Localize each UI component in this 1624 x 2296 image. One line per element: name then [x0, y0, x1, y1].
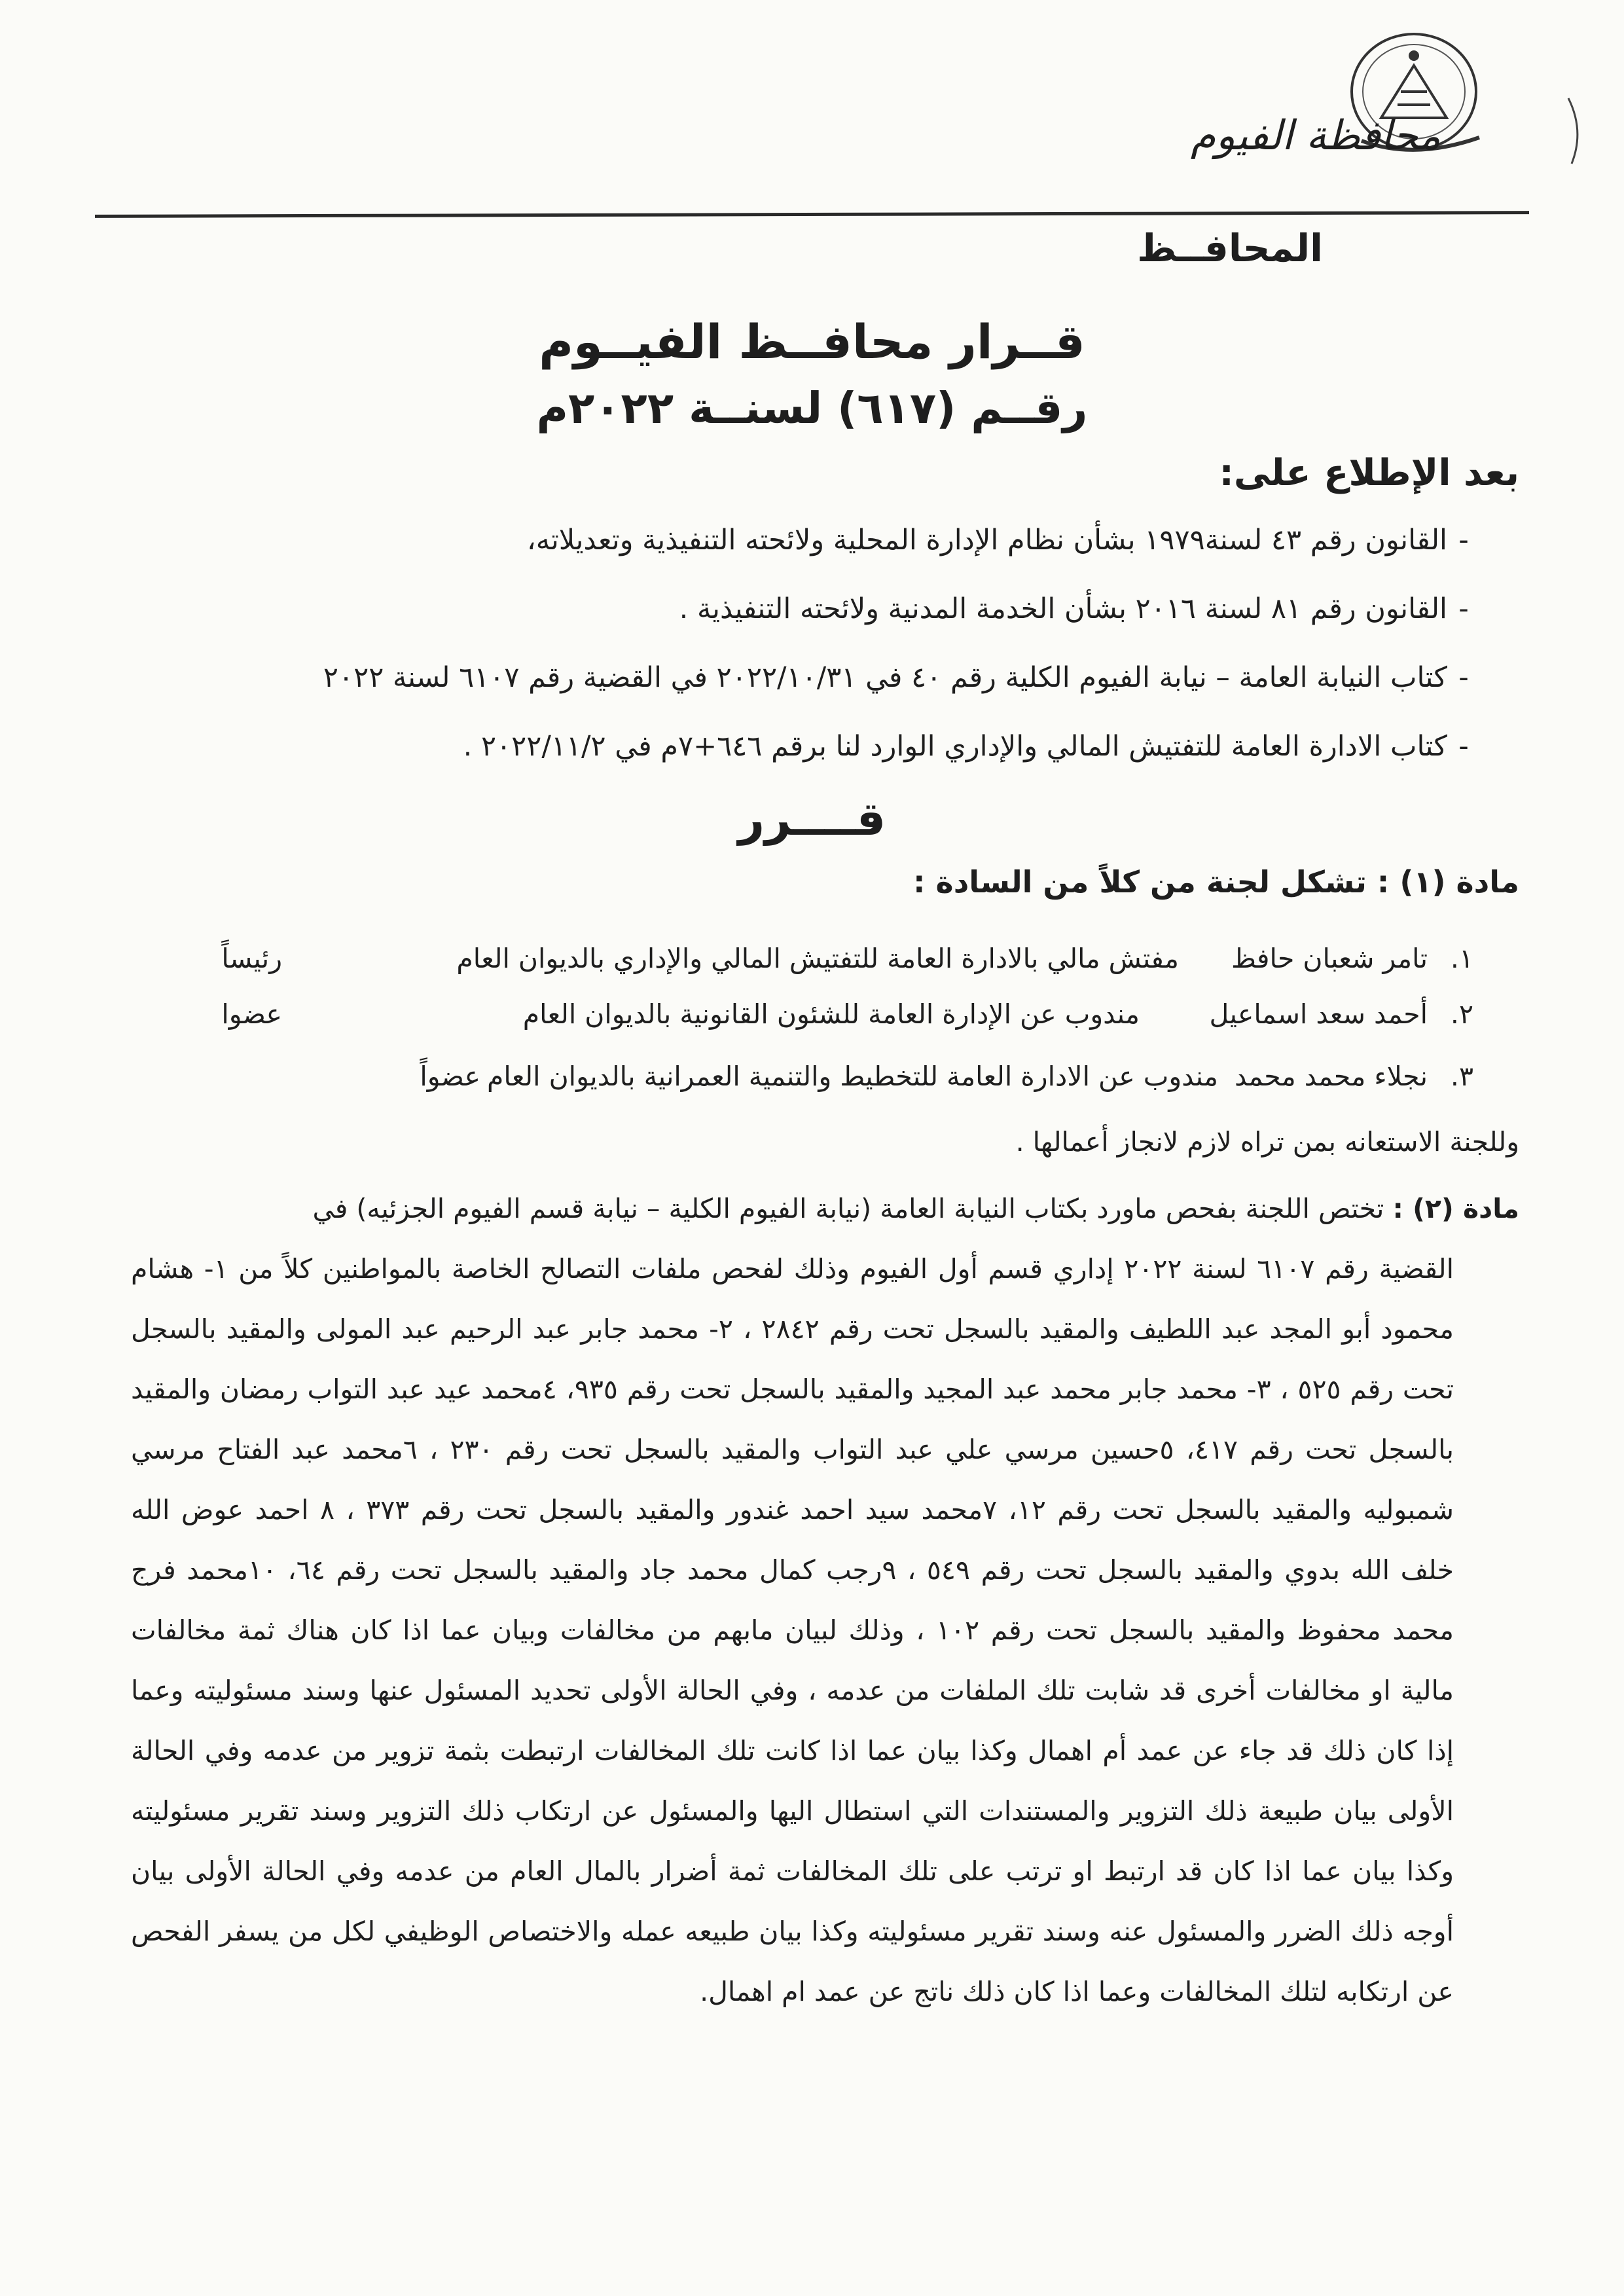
article-2-body: القضية رقم ٦١٠٧ لسنة ٢٠٢٢ إداري قسم أول الفيوم وذلك لفحص ملفات التصالح الخاصة بالمواطنين كلاً من ١- هشام محمود أبو المجد عبد اللطيف والمقيد بالسجل تحت رقم ٢٨٤٢ ، ٢- محمد جابر عبد الرحيم عبد المولى والمقيد بالسجل تحت رقم ٥٢٥ ، ٣- محمد جابر محمد عبد المجيد والمقيد بالسجل تحت رقم ٩٣٥، ٤محمد عيد عبد التواب رمضان والمقيد بالسجل تحت رقم ٤١٧، ٥حسين مرسي علي عبد التواب والمقيد بالسجل تحت رقم ٢٣٠ ، ٦محمد عبد الفتاح مرسي شمبوليه والمقيد بالسجل تحت رقم ١٢، ٧محمد سيد احمد غندور والمقيد بالسجل تحت رقم ٣٧٣ ، ٨ احمد عوض الله خلف الله بدوي والمقيد بالسجل تحت رقم ٥٤٩ ، ٩رجب كمال محمد جاد والمقيد بالسجل تحت رقم ٦٤، ١٠محمد فرج محمد محفوظ والمقيد بالسجل تحت رقم ١٠٢ ، وذلك لبيان مابهم من مخالفات وبيان عما اذا كان هناك ثمة مخالفات مالية او مخالفات أخرى قد شابت تلك الملفات من عدمه ، وفي الحالة الأولى تحديد المسئول عنها وسند مسئوليته وعما إذا كان ذلك قد جاء عن عمد أم اهمال وكذا بيان عما اذا كانت تلك المخالفات ارتبطت بثمة تزوير من عدمه وفي الحالة الأولى بيان طبيعة ذلك التزوير والمستندات التي استطال اليها والمسئول عن ارتكاب ذلك التزوير وسند تقرير مسئوليته وكذا بيان عما اذا كان قد ارتبط او ترتب على تلك المخالفات ثمة أضرار بالمال العام من عدمه وفي الحالة الأولى بيان أوجه ذلك الضرر والمسئول عنه وسند تقرير مسئوليته وكذا بيان طبيعه عمله والاختصاص الوظيفي لكل من يسفر الفحص عن ارتكابه لتلك المخالفات وعما اذا كان ذلك ناتج عن عمد ام اهمال. [131, 1253, 1454, 2007]
member-number: ٣. [1450, 1061, 1473, 1092]
decision-number: رقــم (٦١٧) لسنــة ٢٠٢٢م [536, 383, 1088, 433]
member-number: ٢. [1450, 998, 1473, 1030]
committee-member [420, 1061, 1473, 1092]
governorate-name: محافظة الفيوم [1190, 111, 1441, 159]
margin-mark [1565, 92, 1591, 170]
member-role: مندوب عن الادارة العامة للتخطيط والتنمية العمرانية بالديوان العام [487, 1061, 1218, 1092]
article-2-first-line: تختص اللجنة بفحص ماورد بكتاب النيابة العامة (نيابة الفيوم الكلية – نيابة قسم الفيوم الجزئيه) في [312, 1193, 1384, 1224]
decision-title: قــرار محافــظ الفيــوم [539, 314, 1085, 369]
committee-member [221, 998, 1473, 1030]
member-role: مفتش مالي بالادارة العامة للتفتيش المالي والإداري بالديوان العام [456, 943, 1179, 974]
article-2 [131, 1178, 1519, 2022]
preamble-item: -القانون رقم ٤٣ لسنة١٩٧٩ بشأن نظام الإدارة المحلية ولائحته التنفيذية وتعديلاته، [526, 524, 1469, 556]
member-role: مندوب عن الإدارة العامة للشئون القانونية بالديوان العام [522, 998, 1140, 1030]
preamble-item: -كتاب النيابة العامة – نيابة الفيوم الكلية رقم ٤٠ في ٢٠٢٢/١٠/٣١ في القضية رقم ٦١٠٧ لسنة ٢٠٢٢ [323, 661, 1469, 694]
member-name: أحمد سعد اسماعيل [1209, 998, 1428, 1030]
member-title: رئيساً [221, 943, 282, 974]
committee-member [221, 943, 1473, 974]
preamble-item: -كتاب الادارة العامة للتفتيش المالي والإداري الوارد لنا برقم ٦٤٦+٧م في ٢٠٢٢/١١/٢ . [463, 730, 1469, 763]
member-name: تامر شعبان حافظ [1231, 943, 1428, 974]
preamble-item: -القانون رقم ٨١ لسنة ٢٠١٦ بشأن الخدمة المدنية ولائحته التنفيذية . [679, 592, 1469, 625]
member-number: ١. [1450, 943, 1473, 974]
member-title: عضواً [420, 1061, 480, 1092]
member-title: عضوا [221, 998, 282, 1030]
decided-heading: قــــرر [738, 792, 886, 846]
article-1-heading: مادة (١) : تشكل لجنة من كلاً من السادة : [913, 864, 1519, 900]
committee-note: وللجنة الاستعانه بمن تراه لازم لانجاز أعمالها . [1015, 1126, 1519, 1157]
article-2-label: مادة (٢) : [1392, 1193, 1519, 1224]
office-title: المحافــظ [1137, 226, 1323, 270]
preamble-heading: بعد الإطلاع على: [1219, 452, 1519, 494]
header-divider [95, 211, 1529, 218]
member-name: نجلاء محمد محمد [1235, 1061, 1428, 1092]
